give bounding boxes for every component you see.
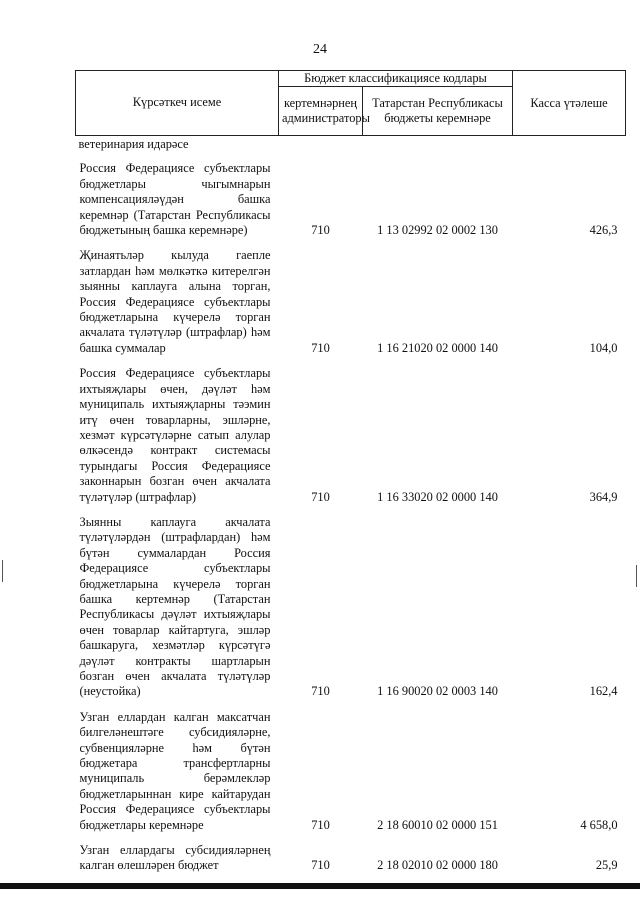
table-row (76, 240, 626, 358)
table-body (76, 136, 626, 876)
table-row (76, 507, 626, 702)
table-row (76, 835, 626, 876)
revenue-code-cell: 2 18 02010 02 0000 180 (377, 858, 498, 873)
cash-execution-cell: 426,3 (589, 223, 618, 238)
header-indicator-name: Күрсәткеч исеме (76, 71, 279, 136)
cash-execution-cell: 162,4 (589, 684, 618, 699)
revenue-code-cell: 1 16 21020 02 0000 140 (377, 340, 498, 355)
scan-artifact-left (2, 560, 3, 582)
continuation-text: ветеринария идарәсе (78, 137, 189, 151)
continuation-row (76, 136, 626, 154)
administrator-code-cell: 710 (311, 684, 330, 699)
revenue-code-cell: 2 18 60010 02 0000 151 (377, 817, 498, 832)
indicator-name-cell: Узган еллардан калган максатчан билгеләнештәге субсидияләрне, субвенцияләрне һәм бүтән бюджетара трансфертларны муниципаль берәмлекләр бюджетларыннан кире кайтарудан Россия Федерациясе субъектлары бюджетлары керемнәре (79, 709, 271, 832)
scan-bottom-edge (0, 883, 640, 889)
indicator-name-cell: Россия Федерациясе субъектлары ихтыяҗлары өчен, дәүләт һәм муниципаль ихтыяҗларны тәэмин итү өчен товарларны, эшләрне, хезмәт күрсәтүләрне сатып алулар өлкәсендә контракт системасы турындагы Россия Федерациясе законнарын бозган өчен акчалата түләтүләр (штрафлар) (79, 366, 271, 504)
table-row (76, 153, 626, 240)
page-number: 24 (313, 42, 327, 57)
table-header (76, 71, 626, 136)
administrator-code-cell: 710 (311, 489, 330, 504)
scan-artifact-right (636, 565, 637, 587)
administrator-code-cell: 710 (311, 858, 330, 873)
cash-execution-cell: 104,0 (589, 340, 618, 355)
header-cash-execution: Касса үтәлеше (513, 71, 626, 136)
indicator-name-cell: Зыянны каплауга акчалата түләтүләрдән (штрафлардан) һәм бүтән суммалардан Россия Федерациясе субъектлары бюджетларына күчерелә торган башка кертемнәр (Татарстан Республикасы дәүләт ихтыяҗлары өчен товарлар кайтартуга, эшләр башкаруга, хезмәтләр күрсәтүгә дәүләт контракты шартларын бозган өчен акчалата түләтүләр (неустойка) (79, 514, 271, 699)
budget-table (75, 70, 626, 876)
header-administrators: кертемнәрнең администраторы (279, 87, 363, 136)
header-revenue-code: Татарстан Республикасы бюджеты керемнәре (363, 87, 513, 136)
revenue-code-cell: 1 16 33020 02 0000 140 (377, 489, 498, 504)
indicator-name-cell: Җинаятьләр кылуда гаепле затлардан һәм мөлкәткә китерелгән зыянны каплауга алына торган, Россия Федерациясе субъектлары бюджетларына күчерелә торган акчалата түләтүләр (штрафлар) һәм башка суммалар (79, 248, 271, 355)
table-row (76, 358, 626, 507)
revenue-code-cell: 1 13 02992 02 0002 130 (377, 223, 498, 238)
cash-execution-cell: 364,9 (589, 489, 618, 504)
administrator-code-cell: 710 (311, 223, 330, 238)
table-row (76, 702, 626, 835)
header-budget-code-group: Бюджет классификациясе кодлары (279, 71, 513, 87)
administrator-code-cell: 710 (311, 340, 330, 355)
indicator-name-cell: Россия Федерациясе субъектлары бюджетлары чыгымнарын компенсацияләүдән башка керемнәр (Татарстан Республикасы бюджетының башка керемнәре) (79, 161, 271, 238)
administrator-code-cell: 710 (311, 817, 330, 832)
cash-execution-cell: 25,9 (595, 858, 618, 873)
revenue-code-cell: 1 16 90020 02 0003 140 (377, 684, 498, 699)
indicator-name-cell: Узган еллардагы субсидияләрнең калган өлешләрен бюджет (79, 843, 271, 873)
cash-execution-cell: 4 658,0 (580, 817, 618, 832)
